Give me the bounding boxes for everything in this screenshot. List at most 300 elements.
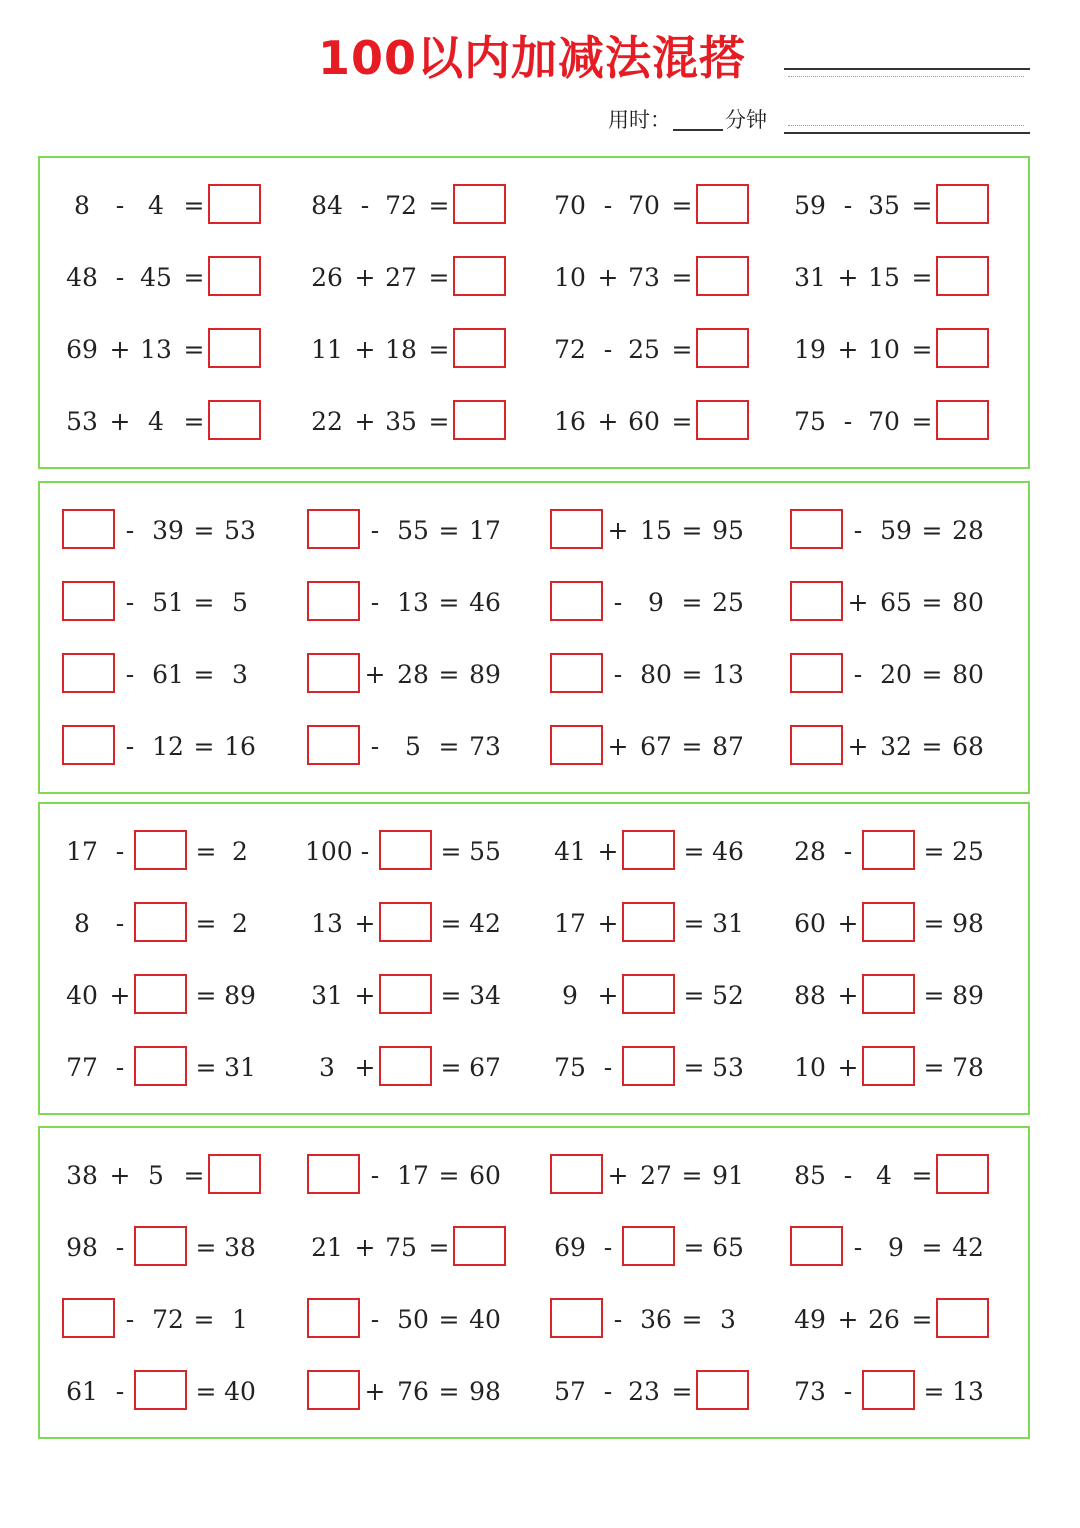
answer-box[interactable]: [696, 400, 749, 440]
number: 69: [66, 335, 98, 364]
equals-sign: =: [438, 660, 460, 689]
number: 4: [148, 407, 164, 436]
number: 80: [952, 588, 984, 617]
answer-box[interactable]: [453, 256, 506, 296]
operator: +: [837, 1305, 859, 1334]
equals-sign: =: [683, 909, 705, 938]
operator: +: [354, 263, 376, 292]
number: 36: [640, 1305, 672, 1334]
equals-sign: =: [671, 407, 693, 436]
operator: -: [853, 516, 863, 545]
equals-sign: =: [671, 1377, 693, 1406]
number: 73: [794, 1377, 826, 1406]
equals-sign: =: [183, 407, 205, 436]
page-title: 100以内加减法混搭: [318, 31, 747, 85]
number: 60: [469, 1161, 501, 1190]
number: 1: [232, 1305, 248, 1334]
operator: -: [843, 1161, 853, 1190]
number: 84: [311, 191, 343, 220]
number: 2: [232, 909, 248, 938]
number: 26: [311, 263, 343, 292]
operator: +: [597, 837, 619, 866]
equals-sign: =: [193, 732, 215, 761]
answer-box[interactable]: [622, 830, 675, 870]
equals-sign: =: [183, 263, 205, 292]
answer-box[interactable]: [936, 1298, 989, 1338]
name-line[interactable]: [784, 68, 1030, 70]
number: 2: [232, 837, 248, 866]
number: 98: [66, 1233, 98, 1262]
number: 76: [397, 1377, 429, 1406]
operator: -: [115, 1233, 125, 1262]
answer-box[interactable]: [790, 1226, 843, 1266]
number: 65: [712, 1233, 744, 1262]
number: 38: [224, 1233, 256, 1262]
number: 34: [469, 981, 501, 1010]
equals-sign: =: [671, 191, 693, 220]
number: 73: [628, 263, 660, 292]
equals-sign: =: [438, 588, 460, 617]
answer-box[interactable]: [307, 725, 360, 765]
answer-box[interactable]: [696, 1370, 749, 1410]
number: 75: [794, 407, 826, 436]
number: 67: [469, 1053, 501, 1082]
operator: +: [109, 407, 131, 436]
operator: -: [115, 1377, 125, 1406]
operator: -: [125, 732, 135, 761]
number: 11: [311, 335, 343, 364]
equals-sign: =: [911, 191, 933, 220]
operator: +: [847, 732, 869, 761]
answer-box[interactable]: [134, 1370, 187, 1410]
number: 75: [385, 1233, 417, 1262]
number: 8: [74, 191, 90, 220]
number: 48: [66, 263, 98, 292]
answer-box[interactable]: [134, 974, 187, 1014]
exercise-section-3: [38, 802, 1030, 1115]
number: 80: [952, 660, 984, 689]
number: 20: [880, 660, 912, 689]
answer-box[interactable]: [307, 1370, 360, 1410]
number: 87: [712, 732, 744, 761]
number: 60: [794, 909, 826, 938]
equals-sign: =: [923, 1377, 945, 1406]
number: 59: [794, 191, 826, 220]
number: 3: [232, 660, 248, 689]
number: 72: [152, 1305, 184, 1334]
equals-sign: =: [428, 407, 450, 436]
answer-box[interactable]: [453, 184, 506, 224]
operator: +: [354, 909, 376, 938]
operator: -: [115, 263, 125, 292]
equals-sign: =: [911, 263, 933, 292]
number: 69: [554, 1233, 586, 1262]
number: 35: [868, 191, 900, 220]
number: 55: [397, 516, 429, 545]
operator: -: [843, 407, 853, 436]
number: 40: [224, 1377, 256, 1406]
number: 72: [385, 191, 417, 220]
equals-sign: =: [440, 909, 462, 938]
operator: -: [613, 588, 623, 617]
equals-sign: =: [923, 837, 945, 866]
answer-box[interactable]: [208, 400, 261, 440]
equals-sign: =: [683, 1053, 705, 1082]
operator: +: [354, 981, 376, 1010]
number: 28: [397, 660, 429, 689]
equals-sign: =: [681, 516, 703, 545]
operator: -: [853, 1233, 863, 1262]
number: 13: [952, 1377, 984, 1406]
number: 77: [66, 1053, 98, 1082]
number: 67: [640, 732, 672, 761]
number: 91: [712, 1161, 744, 1190]
answer-box[interactable]: [307, 581, 360, 621]
answer-box[interactable]: [62, 653, 115, 693]
number: 4: [148, 191, 164, 220]
answer-box[interactable]: [307, 509, 360, 549]
number: 21: [311, 1233, 343, 1262]
equals-sign: =: [438, 1161, 460, 1190]
operator: +: [837, 335, 859, 364]
number: 5: [405, 732, 421, 761]
operator: -: [370, 1161, 380, 1190]
number: 15: [868, 263, 900, 292]
number: 89: [224, 981, 256, 1010]
equals-sign: =: [193, 588, 215, 617]
number: 70: [554, 191, 586, 220]
answer-box[interactable]: [936, 328, 989, 368]
answer-box[interactable]: [208, 256, 261, 296]
answer-box[interactable]: [696, 256, 749, 296]
equals-sign: =: [923, 981, 945, 1010]
equals-sign: =: [440, 837, 462, 866]
answer-box[interactable]: [550, 509, 603, 549]
time-blank[interactable]: [673, 111, 723, 131]
number: 46: [712, 837, 744, 866]
equals-sign: =: [683, 1233, 705, 1262]
number: 89: [952, 981, 984, 1010]
equals-sign: =: [428, 191, 450, 220]
number: 23: [628, 1377, 660, 1406]
number: 25: [952, 837, 984, 866]
equals-sign: =: [681, 1161, 703, 1190]
equals-sign: =: [911, 1161, 933, 1190]
number: 22: [311, 407, 343, 436]
number: 51: [152, 588, 184, 617]
number: 72: [554, 335, 586, 364]
number: 5: [232, 588, 248, 617]
operator: -: [843, 837, 853, 866]
operator: -: [125, 588, 135, 617]
operator: +: [109, 1161, 131, 1190]
equals-sign: =: [681, 732, 703, 761]
operator: -: [370, 732, 380, 761]
answer-box[interactable]: [379, 974, 432, 1014]
number: 31: [794, 263, 826, 292]
answer-box[interactable]: [379, 902, 432, 942]
number: 10: [794, 1053, 826, 1082]
operator: -: [125, 1305, 135, 1334]
number: 45: [140, 263, 172, 292]
number: 13: [311, 909, 343, 938]
answer-box[interactable]: [622, 1226, 675, 1266]
operator: +: [109, 335, 131, 364]
operator: -: [115, 837, 125, 866]
answer-box[interactable]: [862, 1046, 915, 1086]
operator: -: [125, 660, 135, 689]
number: 10: [554, 263, 586, 292]
answer-box[interactable]: [307, 653, 360, 693]
number: 4: [876, 1161, 892, 1190]
operator: -: [370, 1305, 380, 1334]
number: 13: [397, 588, 429, 617]
operator: -: [115, 909, 125, 938]
operator: +: [607, 1161, 629, 1190]
equals-sign: =: [195, 837, 217, 866]
operator: +: [597, 909, 619, 938]
answer-box[interactable]: [790, 725, 843, 765]
operator: -: [603, 1377, 613, 1406]
equals-sign: =: [183, 191, 205, 220]
operator: +: [354, 407, 376, 436]
time-line[interactable]: [784, 132, 1030, 134]
number: 38: [66, 1161, 98, 1190]
equals-sign: =: [911, 1305, 933, 1334]
equals-sign: =: [681, 660, 703, 689]
answer-box[interactable]: [622, 974, 675, 1014]
number: 80: [640, 660, 672, 689]
answer-box[interactable]: [936, 256, 989, 296]
operator: +: [597, 981, 619, 1010]
equals-sign: =: [681, 588, 703, 617]
answer-box[interactable]: [622, 1046, 675, 1086]
operator: -: [603, 191, 613, 220]
answer-box[interactable]: [379, 830, 432, 870]
answer-box[interactable]: [307, 1154, 360, 1194]
operator: -: [370, 516, 380, 545]
operator: +: [597, 263, 619, 292]
operator: -: [843, 1377, 853, 1406]
answer-box[interactable]: [936, 400, 989, 440]
operator: +: [364, 660, 386, 689]
number: 27: [640, 1161, 672, 1190]
number: 53: [66, 407, 98, 436]
answer-box[interactable]: [790, 509, 843, 549]
number: 100: [305, 837, 353, 866]
number: 39: [152, 516, 184, 545]
equals-sign: =: [921, 516, 943, 545]
equals-sign: =: [921, 660, 943, 689]
answer-box[interactable]: [208, 184, 261, 224]
equals-sign: =: [428, 1233, 450, 1262]
number: 70: [628, 191, 660, 220]
number: 68: [952, 732, 984, 761]
equals-sign: =: [195, 1233, 217, 1262]
operator: -: [115, 191, 125, 220]
equals-sign: =: [681, 1305, 703, 1334]
number: 3: [720, 1305, 736, 1334]
operator: +: [837, 981, 859, 1010]
number: 53: [712, 1053, 744, 1082]
answer-box[interactable]: [550, 653, 603, 693]
number: 55: [469, 837, 501, 866]
number: 28: [952, 516, 984, 545]
answer-box[interactable]: [862, 902, 915, 942]
operator: -: [853, 660, 863, 689]
number: 31: [311, 981, 343, 1010]
operator: +: [364, 1377, 386, 1406]
number: 49: [794, 1305, 826, 1334]
equals-sign: =: [193, 660, 215, 689]
answer-box[interactable]: [307, 1298, 360, 1338]
number: 27: [385, 263, 417, 292]
equals-sign: =: [183, 335, 205, 364]
operator: -: [125, 516, 135, 545]
number: 25: [712, 588, 744, 617]
answer-box[interactable]: [134, 1046, 187, 1086]
number: 19: [794, 335, 826, 364]
answer-box[interactable]: [453, 328, 506, 368]
number: 57: [554, 1377, 586, 1406]
answer-box[interactable]: [550, 581, 603, 621]
operator: -: [603, 1233, 613, 1262]
equals-sign: =: [183, 1161, 205, 1190]
number: 10: [868, 335, 900, 364]
answer-box[interactable]: [936, 184, 989, 224]
number: 85: [794, 1161, 826, 1190]
answer-box[interactable]: [550, 725, 603, 765]
number: 16: [554, 407, 586, 436]
operator: -: [603, 335, 613, 364]
number: 13: [712, 660, 744, 689]
number: 75: [554, 1053, 586, 1082]
exercise-section-4: [38, 1126, 1030, 1439]
number: 12: [152, 732, 184, 761]
equals-sign: =: [921, 732, 943, 761]
equals-sign: =: [921, 1233, 943, 1262]
operator: -: [843, 191, 853, 220]
number: 98: [469, 1377, 501, 1406]
operator: -: [603, 1053, 613, 1082]
number: 60: [628, 407, 660, 436]
equals-sign: =: [440, 981, 462, 1010]
operator: -: [613, 1305, 623, 1334]
equals-sign: =: [195, 1377, 217, 1406]
number: 42: [469, 909, 501, 938]
operator: +: [597, 407, 619, 436]
equals-sign: =: [438, 516, 460, 545]
number: 70: [868, 407, 900, 436]
equals-sign: =: [428, 263, 450, 292]
equals-sign: =: [195, 981, 217, 1010]
answer-box[interactable]: [550, 1298, 603, 1338]
operator: +: [354, 1233, 376, 1262]
answer-box[interactable]: [62, 725, 115, 765]
number: 9: [562, 981, 578, 1010]
operator: -: [613, 660, 623, 689]
operator: +: [847, 588, 869, 617]
answer-box[interactable]: [453, 1226, 506, 1266]
number: 17: [469, 516, 501, 545]
answer-box[interactable]: [208, 328, 261, 368]
answer-box[interactable]: [622, 902, 675, 942]
answer-box[interactable]: [62, 509, 115, 549]
number: 31: [712, 909, 744, 938]
answer-box[interactable]: [379, 1046, 432, 1086]
answer-box[interactable]: [790, 653, 843, 693]
number: 17: [554, 909, 586, 938]
answer-box[interactable]: [862, 830, 915, 870]
operator: +: [607, 516, 629, 545]
number: 32: [880, 732, 912, 761]
number: 73: [469, 732, 501, 761]
number: 8: [74, 909, 90, 938]
answer-box[interactable]: [134, 830, 187, 870]
equals-sign: =: [438, 732, 460, 761]
number: 40: [66, 981, 98, 1010]
answer-box[interactable]: [208, 1154, 261, 1194]
equals-sign: =: [671, 335, 693, 364]
number: 46: [469, 588, 501, 617]
number: 31: [224, 1053, 256, 1082]
answer-box[interactable]: [62, 581, 115, 621]
number: 78: [952, 1053, 984, 1082]
operator: +: [607, 732, 629, 761]
equals-sign: =: [195, 909, 217, 938]
time-dotted-guide: [788, 125, 1024, 126]
equals-sign: =: [428, 335, 450, 364]
operator: +: [109, 981, 131, 1010]
answer-box[interactable]: [862, 1370, 915, 1410]
number: 9: [648, 588, 664, 617]
time-label: 用时：: [608, 108, 671, 132]
answer-box[interactable]: [936, 1154, 989, 1194]
equals-sign: =: [440, 1053, 462, 1082]
equals-sign: =: [438, 1377, 460, 1406]
number: 28: [794, 837, 826, 866]
answer-box[interactable]: [790, 581, 843, 621]
answer-box[interactable]: [696, 328, 749, 368]
time-unit: 分钟: [725, 108, 767, 132]
number: 42: [952, 1233, 984, 1262]
answer-box[interactable]: [453, 400, 506, 440]
operator: -: [115, 1053, 125, 1082]
number: 9: [888, 1233, 904, 1262]
number: 18: [385, 335, 417, 364]
answer-box[interactable]: [862, 974, 915, 1014]
number: 98: [952, 909, 984, 938]
equals-sign: =: [671, 263, 693, 292]
answer-box[interactable]: [696, 184, 749, 224]
number: 89: [469, 660, 501, 689]
number: 25: [628, 335, 660, 364]
number: 59: [880, 516, 912, 545]
operator: +: [837, 909, 859, 938]
answer-box[interactable]: [134, 1226, 187, 1266]
equals-sign: =: [911, 407, 933, 436]
number: 5: [148, 1161, 164, 1190]
number: 16: [224, 732, 256, 761]
answer-box[interactable]: [550, 1154, 603, 1194]
operator: +: [837, 263, 859, 292]
answer-box[interactable]: [62, 1298, 115, 1338]
name-dotted-guide: [788, 76, 1024, 77]
equals-sign: =: [438, 1305, 460, 1334]
answer-box[interactable]: [134, 902, 187, 942]
operator: -: [360, 191, 370, 220]
equals-sign: =: [193, 1305, 215, 1334]
